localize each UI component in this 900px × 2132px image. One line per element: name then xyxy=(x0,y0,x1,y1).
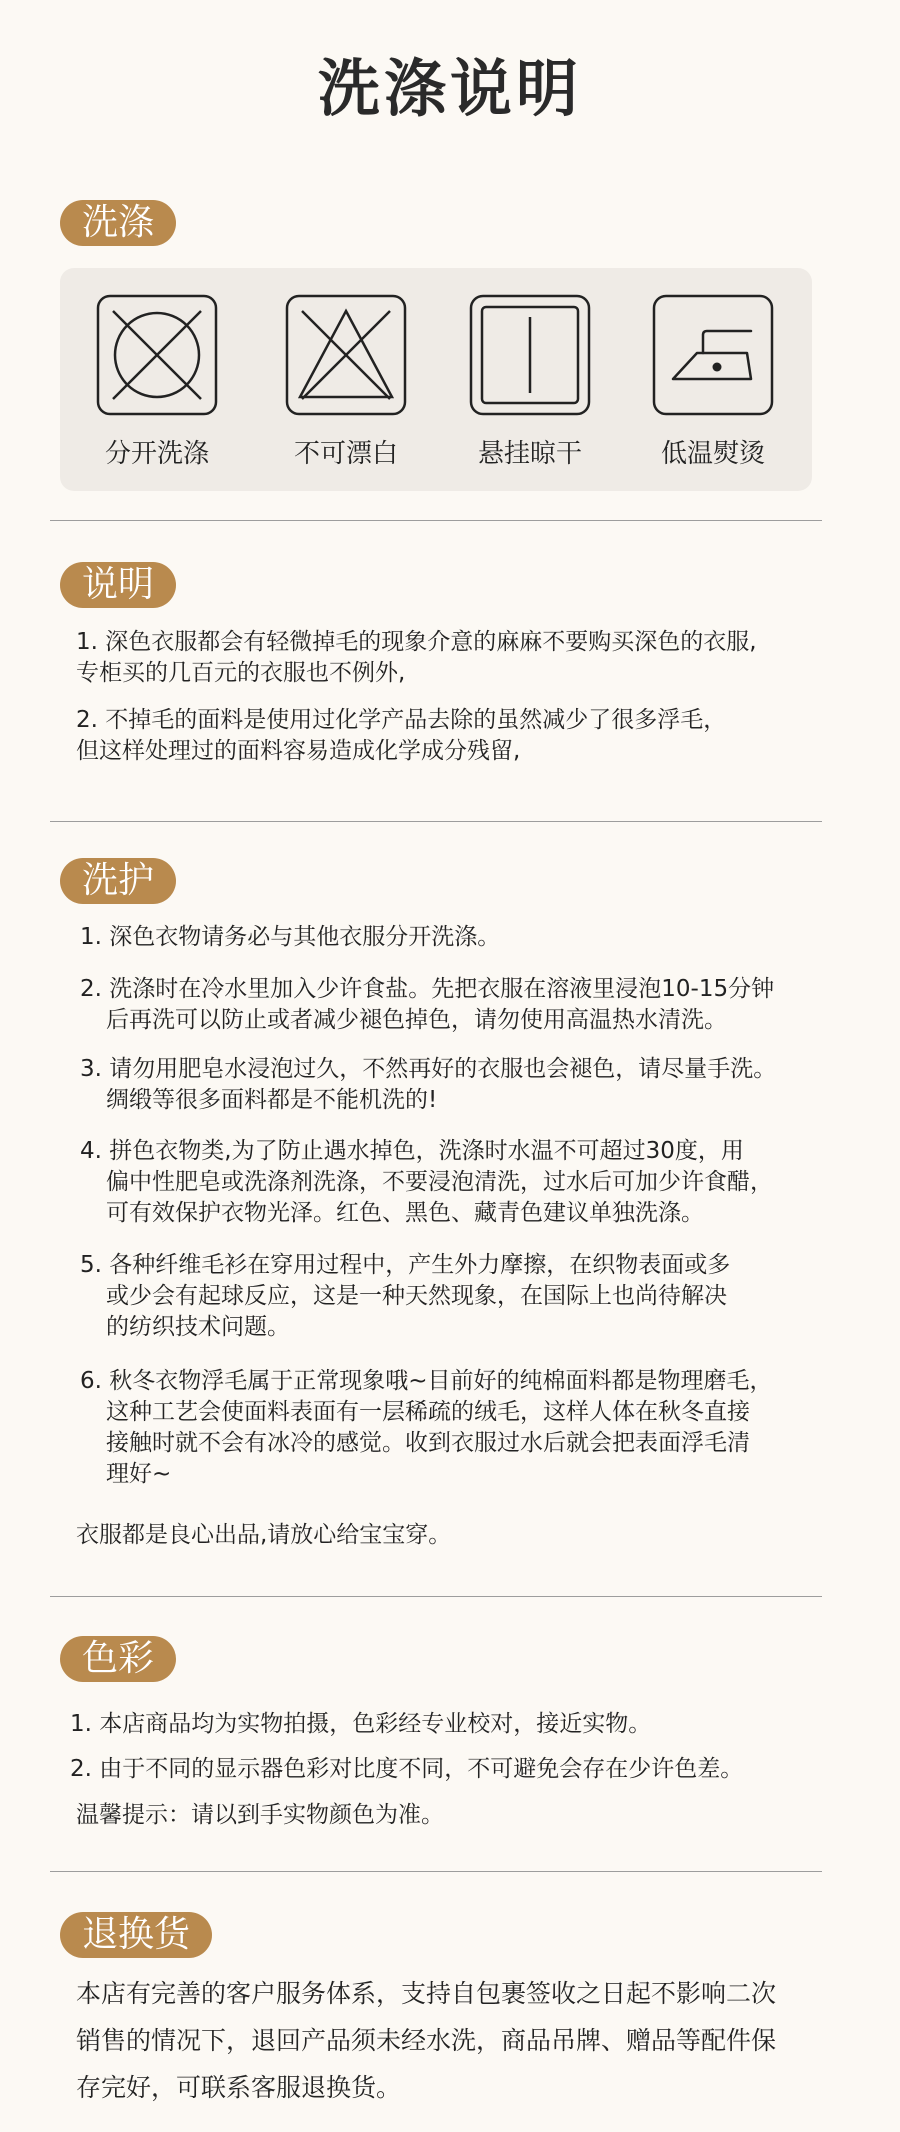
section-heading-wash: 洗涤 xyxy=(60,200,176,246)
no-bleach-icon xyxy=(284,293,408,417)
care-item xyxy=(80,1054,776,1116)
text-line: 后再洗可以防止或者减少褪色掉色，请勿使用高温热水清洗。 xyxy=(106,1007,727,1033)
returns-text xyxy=(76,1970,776,2111)
text-line: 2. 洗涤时在冷水里加入少许食盐。先把衣服在溶液里浸泡10-15分钟 xyxy=(80,976,775,1002)
care-item xyxy=(80,974,774,1036)
care-footer: 衣服都是良心出品,请放心给宝宝穿。 xyxy=(76,1522,452,1548)
section-heading-care: 洗护 xyxy=(60,858,176,904)
wash-icon-item xyxy=(87,293,227,470)
text-line: 偏中性肥皂或洗涤剂洗涤，不要浸泡清洗，过水后可加少许食醋， xyxy=(106,1169,773,1195)
divider xyxy=(50,821,822,822)
care-item xyxy=(80,1250,730,1343)
text-line: 1. 深色衣物请务必与其他衣服分开洗涤。 xyxy=(80,924,501,950)
section-heading-returns: 退换货 xyxy=(60,1912,212,1958)
care-item xyxy=(80,922,500,953)
text-line: 存完好，可联系客服退换货。 xyxy=(76,2073,402,2102)
text-line: 可有效保护衣物光泽。红色、黑色、藏青色建议单独洗涤。 xyxy=(106,1200,704,1226)
wash-icon-label: 低温熨烫 xyxy=(660,439,765,469)
wash-icon-item xyxy=(460,293,600,470)
text-line: 专柜买的几百元的衣服也不例外, xyxy=(76,660,406,686)
text-line: 但这样处理过的面料容易造成化学成分残留, xyxy=(76,738,521,764)
page-title: 洗涤说明 xyxy=(317,52,582,125)
text-line: 或少会有起球反应，这是一种天然现象，在国际上也尚待解决 xyxy=(106,1283,727,1309)
text-line: 2. 不掉毛的面料是使用过化学产品去除的虽然减少了很多浮毛， xyxy=(76,707,727,733)
section-heading-notes: 说明 xyxy=(60,562,176,608)
wash-icon-label: 不可漂白 xyxy=(293,439,398,469)
wash-icon-label: 悬挂晾干 xyxy=(477,439,582,469)
divider xyxy=(50,1596,822,1597)
text-line: 这种工艺会使面料表面有一层稀疏的绒毛，这样人体在秋冬直接 xyxy=(106,1399,750,1425)
notes-item xyxy=(76,627,757,689)
color-footer: 温馨提示：请以到手实物颜色为准。 xyxy=(76,1802,444,1828)
text-line: 销售的情况下，退回产品须未经水洗，商品吊牌、赠品等配件保 xyxy=(76,2026,777,2055)
notes-item xyxy=(76,705,726,767)
text-line: 的纺织技术问题。 xyxy=(106,1314,290,1340)
text-line: 4. 拼色衣物类,为了防止遇水掉色，洗涤时水温不可超过30度，用 xyxy=(80,1138,744,1164)
color-item: 2. 由于不同的显示器色彩对比度不同，不可避免会存在少许色差。 xyxy=(70,1756,744,1782)
wash-icon-label: 分开洗涤 xyxy=(104,439,209,469)
wash-icons-panel xyxy=(60,268,812,491)
care-item xyxy=(80,1136,773,1229)
text-line: 理好~ xyxy=(106,1461,172,1487)
text-line: 6. 秋冬衣物浮毛属于正常现象哦~目前好的纯棉面料都是物理磨毛， xyxy=(80,1368,773,1394)
text-line: 1. 深色衣服都会有轻微掉毛的现象介意的麻麻不要购买深色的衣服, xyxy=(76,629,757,655)
hang-dry-icon xyxy=(468,293,592,417)
color-item: 1. 本店商品均为实物拍摄，色彩经专业校对，接近实物。 xyxy=(70,1711,652,1737)
wash-icon-item xyxy=(643,293,783,470)
text-line: 绸缎等很多面料都是不能机洗的! xyxy=(106,1087,438,1113)
divider xyxy=(50,1871,822,1872)
section-heading-color: 色彩 xyxy=(60,1636,176,1682)
text-line: 5. 各种纤维毛衫在穿用过程中，产生外力摩擦，在织物表面或多 xyxy=(80,1252,731,1278)
text-line: 接触时就不会有冰冷的感觉。收到衣服过水后就会把表面浮毛清 xyxy=(106,1430,750,1456)
wash-separately-icon xyxy=(95,293,219,417)
low-temp-iron-icon xyxy=(651,293,775,417)
divider xyxy=(50,520,822,521)
text-line: 3. 请勿用肥皂水浸泡过久，不然再好的衣服也会褪色，请尽量手洗。 xyxy=(80,1056,777,1082)
text-line: 本店有完善的客户服务体系，支持自包裹签收之日起不影响二次 xyxy=(76,1979,777,2008)
care-item xyxy=(80,1366,773,1490)
wash-icon-item xyxy=(276,293,416,470)
